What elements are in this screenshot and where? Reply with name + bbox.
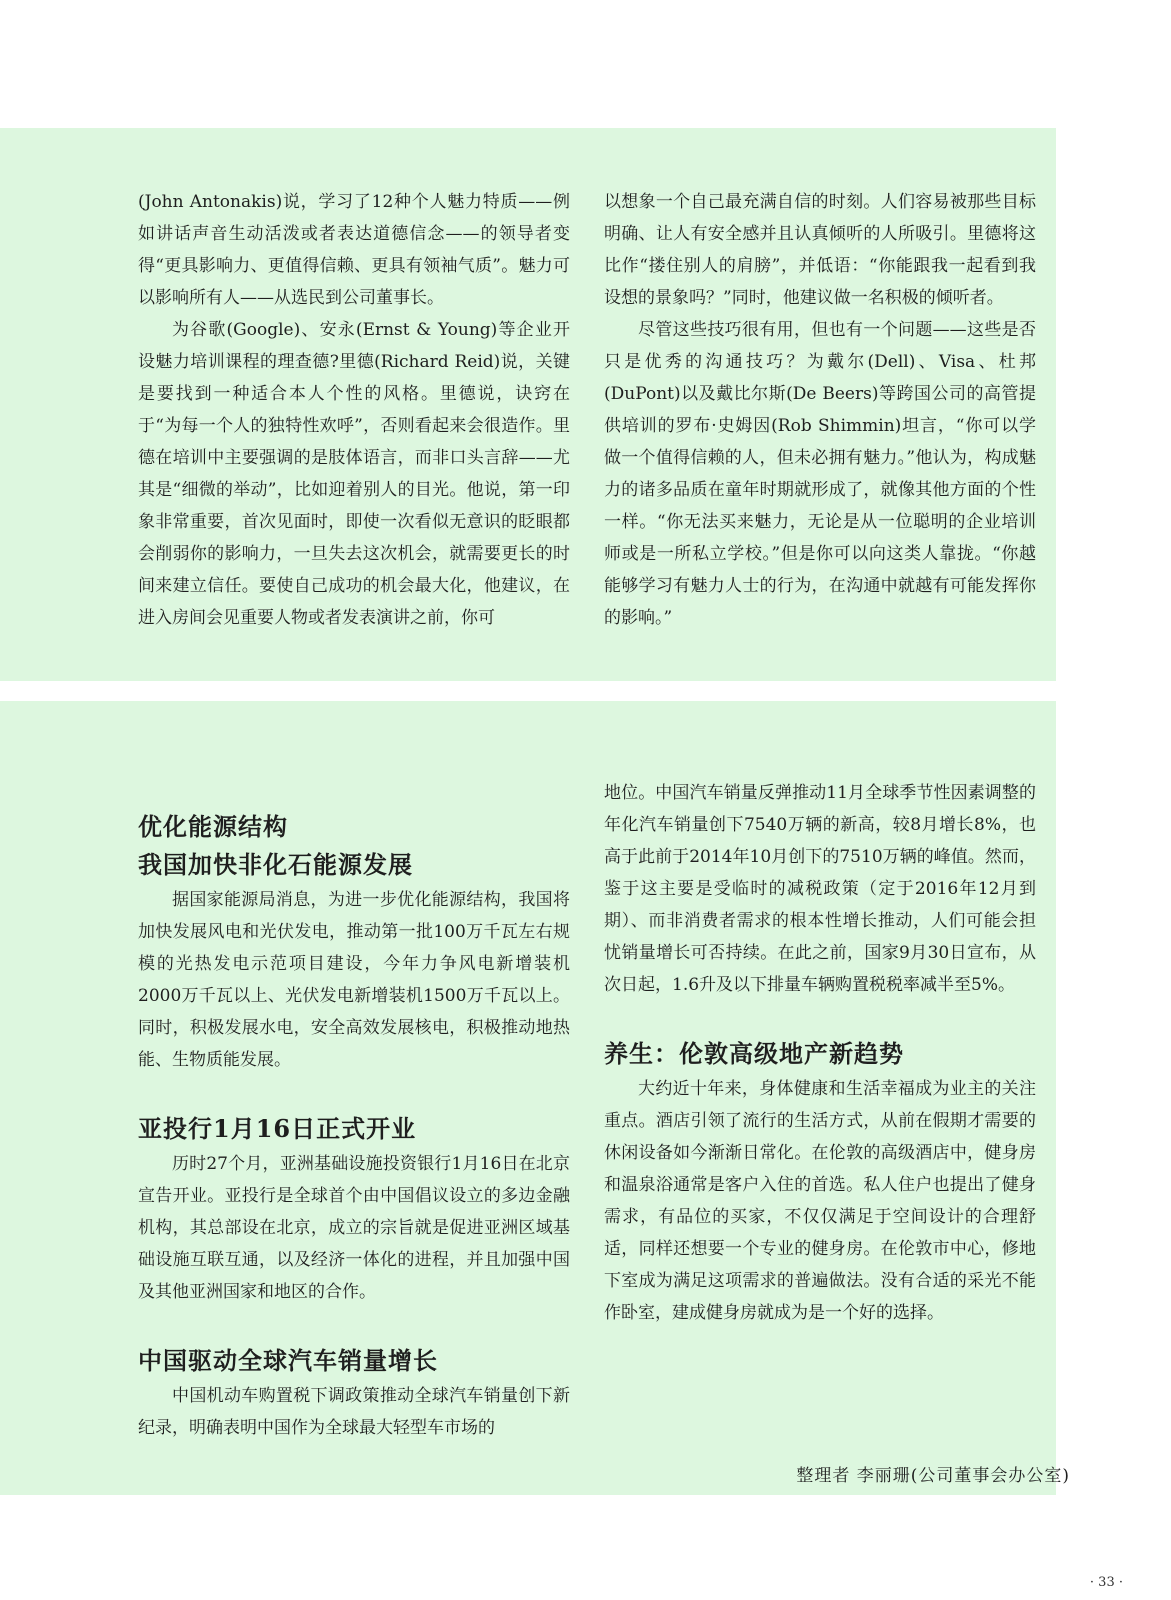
aiib-body: 历时27个月，亚洲基础设施投资银行1月16日在北京宣告开业。亚投行是全球首个由中国倡议设立的多边金融机构，其总部设在北京，成立的宗旨就是促进亚洲区域基础设施互联互通，以及经济一体化的进程，并且加强中国及其他亚洲国家和地区的合作。 <box>138 1154 570 1302</box>
article-paragraph: (John Antonakis)说，学习了12种个人魅力特质——例如讲话声音生动活泼或者表达道德信念——的领导者变得“更具影响力、更值得信赖、更具有领袖气质”。魅力可以影响所有人——从选民到公司董事长。 <box>138 192 570 308</box>
health-headline: 养生：伦敦高级地产新趋势 <box>604 1039 904 1068</box>
auto-body-continued: 地位。中国汽车销量反弹推动11月全球季节性因素调整的年化汽车销量创下7540万辆的新高，较8月增长8%，也高于此前于2014年10月创下的7510万辆的峰值。然而，鉴于这主要是受临时的减税政策（定于2016年12月到期）、而非消费者需求的根本性增长推动，人们可能会担忧销量增长可否持续。在此之前，国家9月30日宣布，从次日起，1.6升及以下排量车辆购置税税率减半至5%。 <box>604 783 1036 995</box>
energy-body: 据国家能源局消息，为进一步优化能源结构，我国将加快发展风电和光伏发电，推动第一批100万千瓦左右规模的光热发电示范项目建设，今年力争风电新增装机2000万千瓦以上、光伏发电新增装机1500万千瓦以上。同时，积极发展水电，安全高效发展核电，积极推动地热能、生物质能发展。 <box>138 890 570 1070</box>
auto-headline: 中国驱动全球汽车销量增长 <box>138 1346 438 1375</box>
news-column-right <box>604 777 1036 1329</box>
article-column-left <box>138 186 570 634</box>
article-paragraph: 为谷歌(Google)、安永(Ernst & Young)等企业开设魅力培训课程的理查德?里德(Richard Reid)说，关键是要找到一种适合本人个性的风格。里德说，诀窍在于“为每一个人的独特性欢呼”，否则看起来会很造作。里德在培训中主要强调的是肢体语言，而非口头言辞——尤其是“细微的举动”，比如迎着别人的目光。他说，第一印象非常重要，首次见面时，即使一次看似无意识的眨眼都会削弱你的影响力，一旦失去这次机会，就需要更长的时间来建立信任。要使自己成功的机会最大化，他建议，在进入房间会见重要人物或者发表演讲之前，你可 <box>138 320 570 628</box>
page-number: · 33 · <box>1089 1575 1123 1590</box>
editor-byline: 整理者 李丽珊(公司董事会办公室) <box>796 1466 1070 1486</box>
energy-headline-line1: 优化能源结构 <box>138 812 288 841</box>
article-paragraph: 尽管这些技巧很有用，但也有一个问题——这些是否只是优秀的沟通技巧？为戴尔(Dell)、Visa、杜邦(DuPont)以及戴比尔斯(De Beers)等跨国公司的高管提供培训的罗布·史姆因(Rob Shimmin)坦言，“你可以学做一个值得信赖的人，但未必拥有魅力。”他认为，构成魅力的诸多品质在童年时期就形成了，就像其他方面的个性一样。“你无法买来魅力，无论是从一位聪明的企业培训师或是一所私立学校。”但是你可以向这类人靠拢。“你越能够学习有魅力人士的行为，在沟通中就越有可能发挥你的影响。” <box>604 320 1036 628</box>
article-paragraph: 以想象一个自己最充满自信的时刻。人们容易被那些目标明确、让人有安全感并且认真倾听的人所吸引。里德将这比作“搂住别人的肩膀”，并低语：“你能跟我一起看到我设想的景象吗？”同时，他建议做一名积极的倾听者。 <box>604 192 1036 308</box>
health-body: 大约近十年来，身体健康和生活幸福成为业主的关注重点。酒店引领了流行的生活方式，从前在假期才需要的休闲设备如今渐渐日常化。在伦敦的高级酒店中，健身房和温泉浴通常是客户入住的首选。私人住户也提出了健身需求，有品位的买家，不仅仅满足于空间设计的合理舒适，同样还想要一个专业的健身房。在伦敦市中心，修地下室成为满足这项需求的普遍做法。没有合适的采光不能作卧室，建成健身房就成为是一个好的选择。 <box>604 1079 1036 1323</box>
news-column-left <box>138 808 570 1444</box>
auto-body: 中国机动车购置税下调政策推动全球汽车销量创下新纪录，明确表明中国作为全球最大轻型车市场的 <box>138 1386 570 1438</box>
energy-headline-line2: 我国加快非化石能源发展 <box>138 850 413 879</box>
aiib-headline: 亚投行1月16日正式开业 <box>138 1114 417 1143</box>
article-column-right <box>604 186 1036 634</box>
